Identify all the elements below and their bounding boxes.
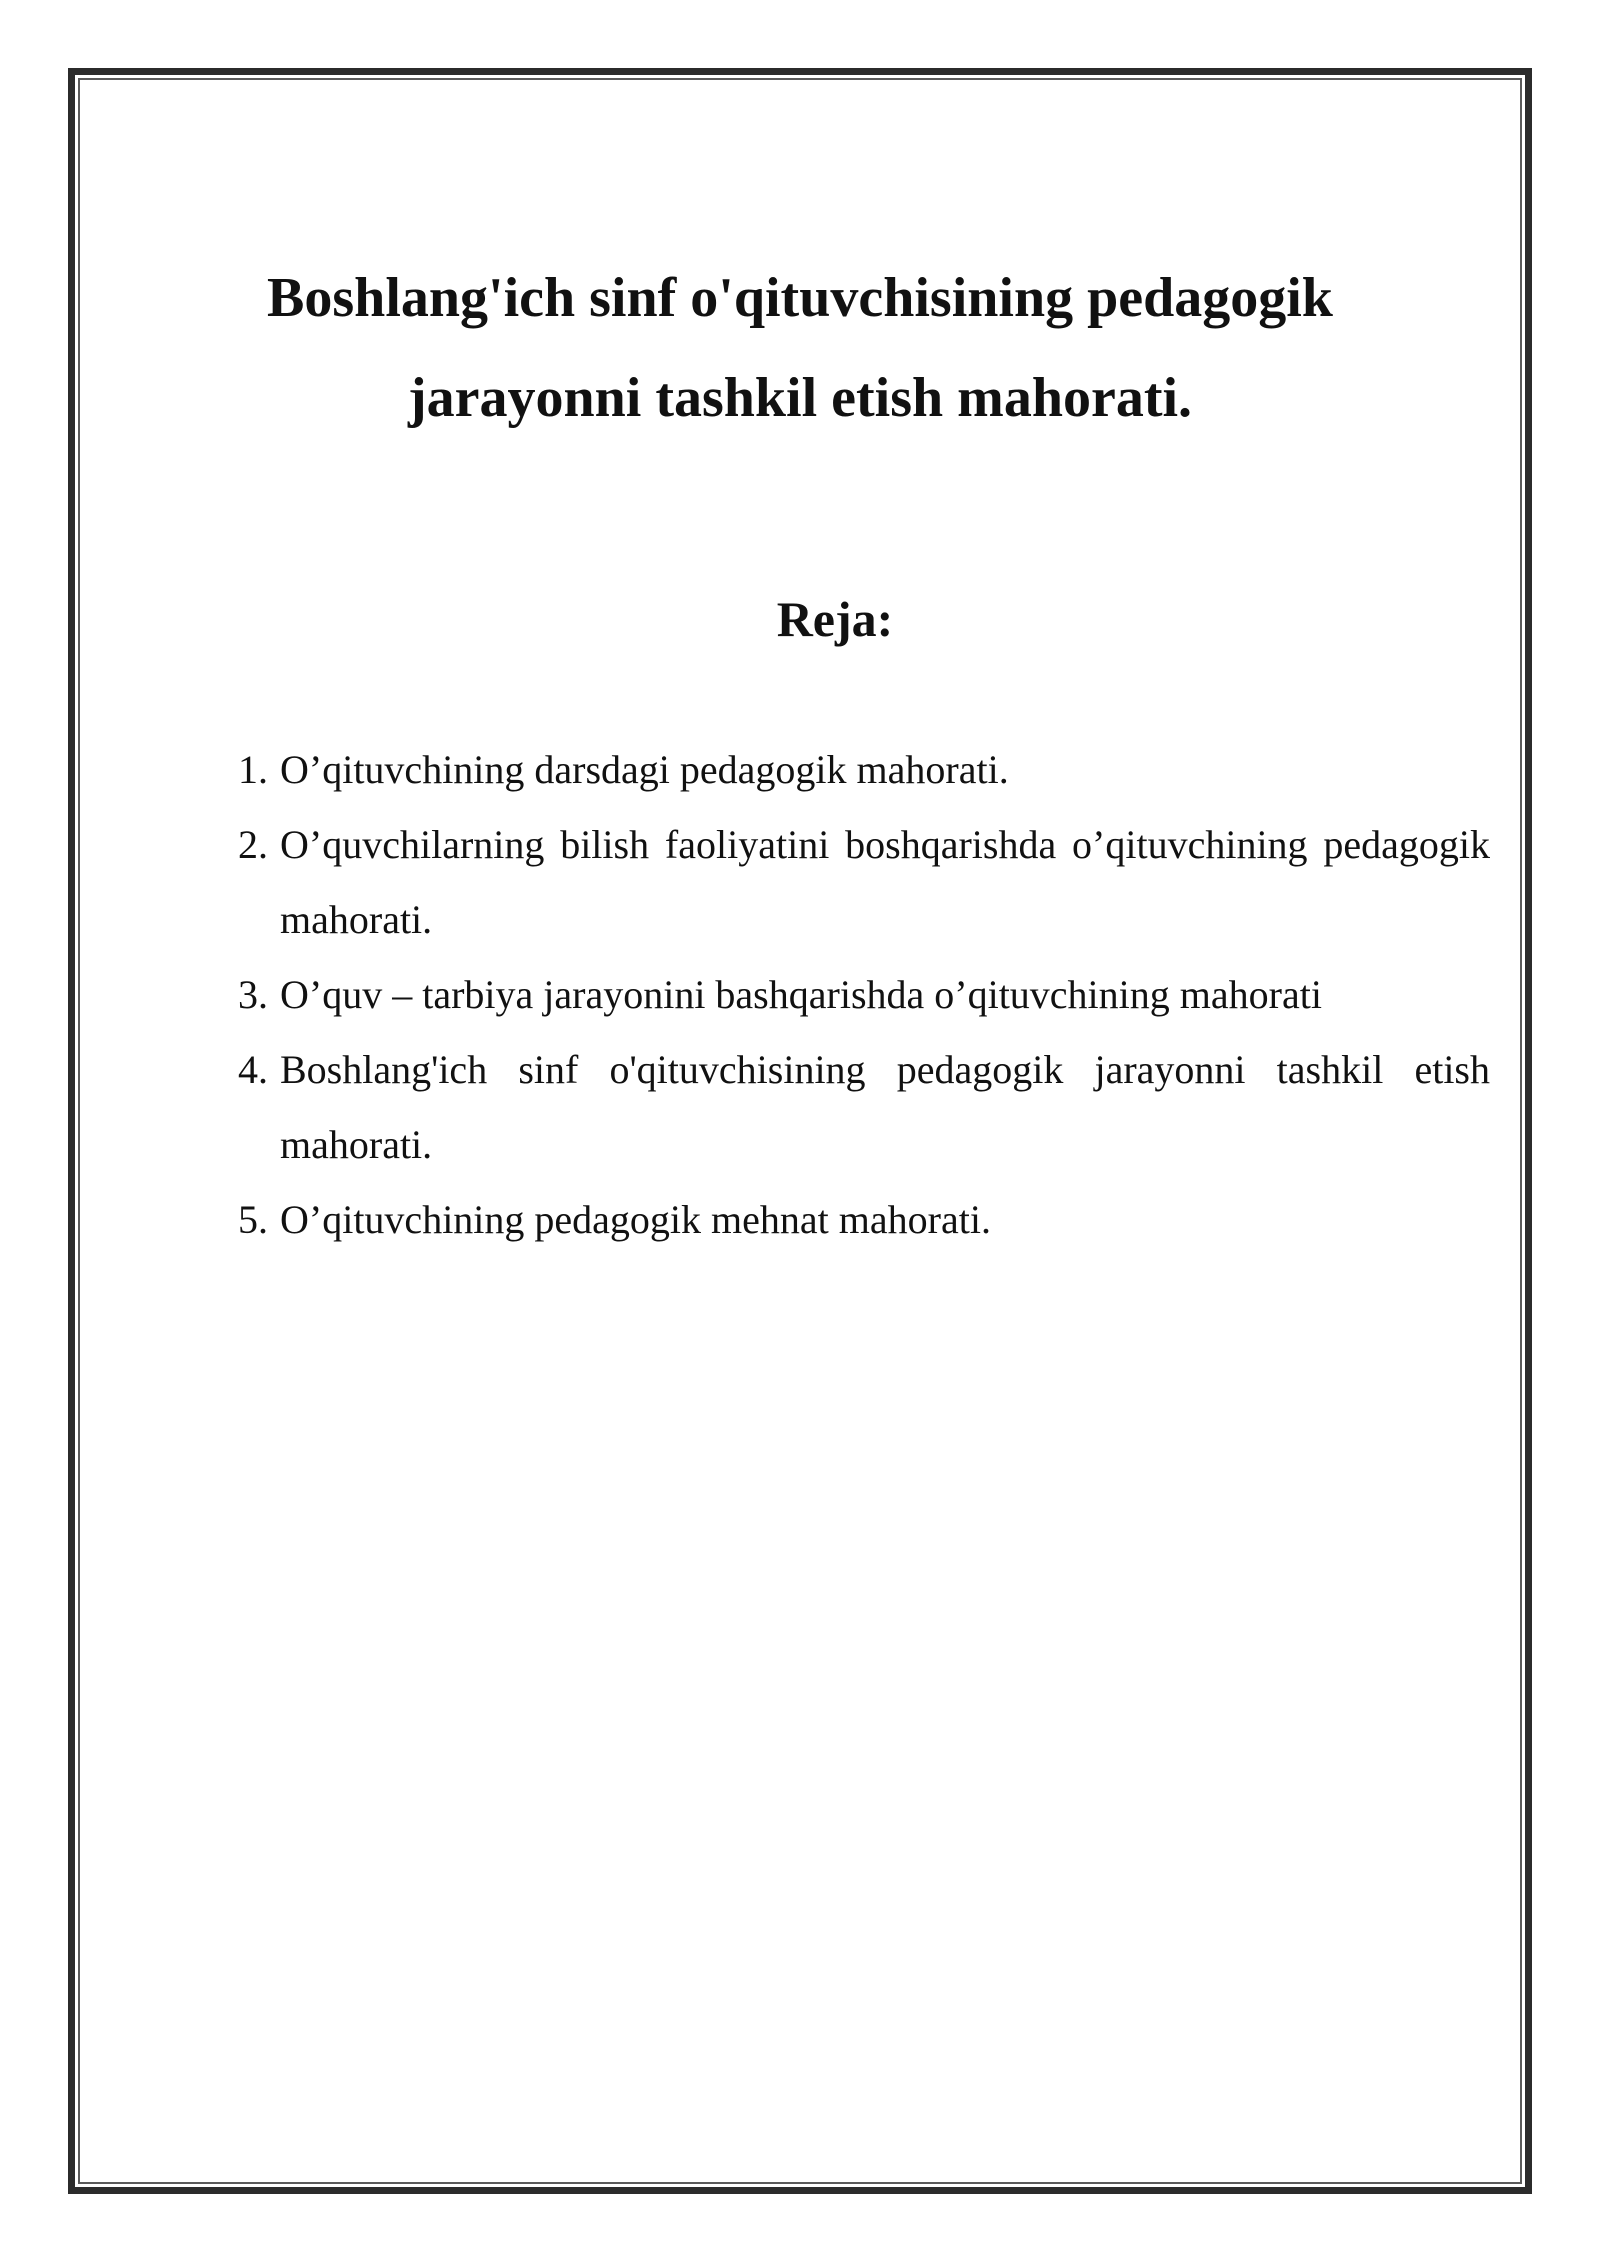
plan-item-text: Boshlang'ich sinf o'qituvchisining pedagogik jarayonni tashkil etish mahorati. [280,1047,1490,1167]
plan-item-number: 2. [238,822,268,867]
title-line-1: Boshlang'ich sinf o'qituvchisining pedagogik [267,267,1333,329]
plan-item [228,1182,1490,1257]
plan-item-number: 3. [238,972,268,1017]
plan-item [228,957,1490,1032]
plan-item [228,807,1490,957]
plan-item-text: O’quvchilarning bilish faoliyatini boshqarishda o’qituvchining pedagogik mahorati. [280,822,1490,942]
plan-list [228,732,1490,1257]
plan-heading: Reja: [776,591,894,647]
plan-item-number: 4. [238,1047,268,1092]
title-line-2: jarayonni tashkil etish mahorati. [407,367,1193,429]
plan-item-number: 1. [238,747,268,792]
document-title [200,248,1400,448]
plan-item-text: O’qituvchining pedagogik mehnat mahorati. [280,1197,991,1242]
plan-item [228,1032,1490,1182]
plan-item-text: O’quv – tarbiya jarayonini bashqarishda o’qituvchining mahorati [280,972,1322,1017]
plan-item [228,732,1490,807]
plan-item-number: 5. [238,1197,268,1242]
plan-item-text: O’qituvchining darsdagi pedagogik mahorati. [280,747,1009,792]
